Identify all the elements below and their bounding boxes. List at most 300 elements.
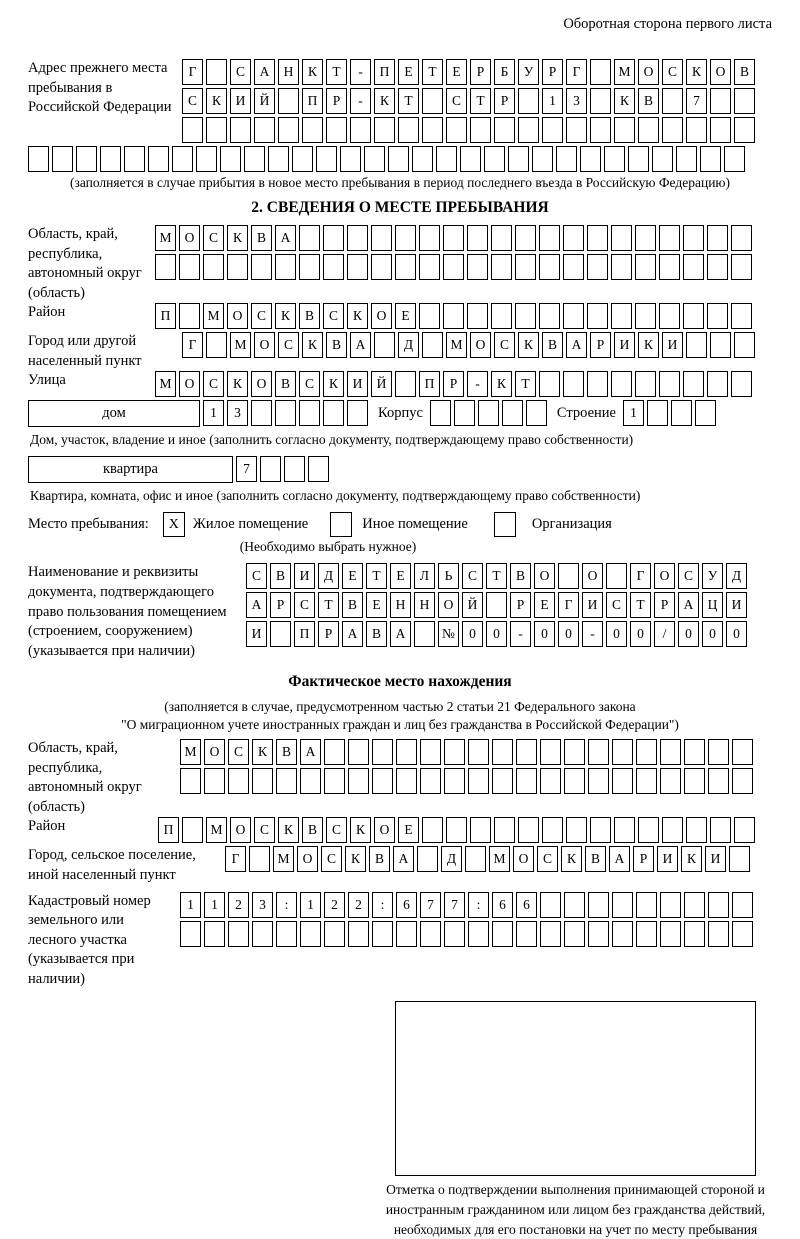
char-box [230,117,251,143]
char-row [180,921,756,947]
char-box: В [270,563,291,589]
street-label: Улица [28,372,66,389]
char-box [612,739,633,765]
char-box [252,921,273,947]
stay-option-checkbox-organization [494,512,516,537]
char-box [683,254,704,280]
char-box: С [294,592,315,618]
char-box: Б [494,59,515,85]
char-box: Е [342,563,363,589]
char-box: У [702,563,723,589]
char-box [612,892,633,918]
char-box [539,254,560,280]
char-box [308,456,329,482]
char-box [470,117,491,143]
actual-city-label: Город, сельское поселение, иной населенный пункт [28,847,196,883]
char-box [414,621,435,647]
char-box: 7 [444,892,465,918]
char-box [710,332,731,358]
char-box [731,254,752,280]
char-box [614,117,635,143]
char-box: П [155,303,176,329]
char-box [340,146,361,172]
region-rows [155,225,755,283]
char-box: В [585,846,606,872]
actual-location-note-1: (заполняется в случае, предусмотренном частью 2 статьи 21 Федерального закона [164,699,636,715]
char-box [270,621,291,647]
char-box [532,146,553,172]
char-row [430,400,550,426]
char-box [316,146,337,172]
char-box: М [614,59,635,85]
char-box [628,146,649,172]
char-box: С [246,563,267,589]
char-box [515,303,536,329]
stay-option-label-organization: Организация [531,516,612,533]
char-box: Ц [702,592,723,618]
char-box: 2 [324,892,345,918]
city-label: Город или другой населенный пункт [28,333,142,369]
char-box: В [326,332,347,358]
char-box: С [299,371,320,397]
char-box [580,146,601,172]
char-box [683,371,704,397]
char-box [635,371,656,397]
char-box [587,371,608,397]
char-row [155,225,755,251]
char-box: М [489,846,510,872]
char-box [244,146,265,172]
char-box: В [276,739,297,765]
char-box [374,117,395,143]
char-box [707,254,728,280]
char-box [275,400,296,426]
char-box: М [230,332,251,358]
actual-location-title: Фактическое место нахождения [288,673,512,691]
char-box [636,768,657,794]
char-box [708,739,729,765]
char-box [180,921,201,947]
char-row [158,817,758,843]
char-box: С [321,846,342,872]
char-box [251,400,272,426]
char-box [492,739,513,765]
char-box [590,117,611,143]
char-box [558,563,579,589]
char-box: К [302,332,323,358]
char-box [364,146,385,172]
stay-option-label-other: Иное помещение [362,516,468,533]
char-box [710,817,731,843]
char-box: Р [326,88,347,114]
char-box: М [155,225,176,251]
char-box [516,921,537,947]
actual-region-field [28,739,772,817]
char-box [662,117,683,143]
korpus-label: Корпус [378,405,423,422]
cadastre-field [28,892,772,990]
char-box: Р [590,332,611,358]
house-note: Дом, участок, владение и иное (заполнить согласно документу, подтверждающему право собственности) [30,432,634,448]
char-box [396,739,417,765]
char-box: Ь [438,563,459,589]
char-box: Р [494,88,515,114]
char-box: К [302,59,323,85]
char-box: П [374,59,395,85]
char-box [611,254,632,280]
char-box: С [662,59,683,85]
char-box [430,400,451,426]
char-box [683,225,704,251]
char-box [419,254,440,280]
char-box: О [654,563,675,589]
char-box [460,146,481,172]
char-box [155,254,176,280]
char-box: 0 [462,621,483,647]
char-box: - [350,59,371,85]
actual-district-field [28,817,772,846]
char-box: 3 [227,400,248,426]
char-box: К [227,225,248,251]
char-box: В [542,332,563,358]
char-box: 2 [348,892,369,918]
char-box [564,768,585,794]
char-box [563,303,584,329]
char-box [652,146,673,172]
char-row [623,400,719,426]
char-box: Р [542,59,563,85]
char-box [420,921,441,947]
char-box: Р [510,592,531,618]
char-box: К [278,817,299,843]
char-box: С [182,88,203,114]
char-box: О [230,817,251,843]
char-box [419,225,440,251]
char-box: Г [182,59,203,85]
char-box: А [342,621,363,647]
char-row [246,592,750,618]
house-field [28,400,772,429]
char-box: В [369,846,390,872]
char-box: П [294,621,315,647]
char-box [732,921,753,947]
char-box: Д [318,563,339,589]
char-box [590,88,611,114]
char-box [707,303,728,329]
char-box: К [614,88,635,114]
char-box: С [230,59,251,85]
char-box [539,303,560,329]
char-box: К [350,817,371,843]
char-box [542,817,563,843]
char-box [182,117,203,143]
char-box: О [371,303,392,329]
char-box: О [438,592,459,618]
char-box: В [275,371,296,397]
char-box [348,921,369,947]
char-box [518,88,539,114]
char-box: И [657,846,678,872]
char-box: С [678,563,699,589]
char-box [734,117,755,143]
document-label: Наименование и реквизиты документа, подтверждающего право пользования помещением (строением, сооружением) (указывается при наличии) [28,564,227,659]
char-box: П [302,88,323,114]
char-box [276,921,297,947]
confirmation-stamp-box [395,1001,756,1176]
char-box: 0 [558,621,579,647]
char-row [182,88,758,114]
char-box [249,846,270,872]
char-row [180,768,756,794]
char-box [76,146,97,172]
char-box [203,254,224,280]
char-box: А [246,592,267,618]
char-box [420,739,441,765]
char-box: 0 [606,621,627,647]
char-box [417,846,438,872]
char-box [227,254,248,280]
stroenie-label: Строение [556,405,616,422]
char-box [446,117,467,143]
char-box [422,332,443,358]
char-box [611,371,632,397]
char-box [395,371,416,397]
char-box: Р [443,371,464,397]
char-box [604,146,625,172]
char-box [539,225,560,251]
char-box [323,254,344,280]
char-box [444,739,465,765]
char-box: К [275,303,296,329]
char-box [491,303,512,329]
char-box [180,768,201,794]
char-box [52,146,73,172]
char-box [347,400,368,426]
char-box: М [273,846,294,872]
char-box: - [467,371,488,397]
char-box [444,921,465,947]
char-box: И [347,371,368,397]
char-box [172,146,193,172]
char-box: Т [515,371,536,397]
char-box: 1 [180,892,201,918]
char-box [372,768,393,794]
char-box: Р [654,592,675,618]
char-box [275,254,296,280]
char-box [734,817,755,843]
char-box: У [518,59,539,85]
char-box [635,225,656,251]
char-row [155,303,755,329]
char-box: М [206,817,227,843]
char-box [542,117,563,143]
district-field [28,303,772,332]
char-box: Е [446,59,467,85]
char-box: А [609,846,630,872]
char-box [612,768,633,794]
char-box: Г [558,592,579,618]
char-box [371,254,392,280]
char-box [635,254,656,280]
char-box [465,846,486,872]
char-box [707,371,728,397]
region-label: Область, край, республика, автономный округ (область) [28,226,142,301]
char-box [515,254,536,280]
char-box [659,225,680,251]
char-box [731,225,752,251]
char-box: С [494,332,515,358]
char-box: Г [630,563,651,589]
char-box: К [227,371,248,397]
char-box: - [510,621,531,647]
char-box [516,768,537,794]
char-box [348,768,369,794]
char-box [470,817,491,843]
char-box: И [726,592,747,618]
char-box [635,303,656,329]
char-box: О [534,563,555,589]
char-box [372,921,393,947]
char-box [179,303,200,329]
char-box: Н [278,59,299,85]
char-box [228,921,249,947]
char-box: И [230,88,251,114]
char-box [700,146,721,172]
char-box [299,225,320,251]
char-box: Л [414,563,435,589]
char-box [502,400,523,426]
char-box [467,303,488,329]
char-box [539,371,560,397]
char-row [180,739,756,765]
char-box: С [228,739,249,765]
char-box: 1 [300,892,321,918]
char-box: / [654,621,675,647]
document-rows [246,563,750,650]
char-box: И [294,563,315,589]
char-box [252,768,273,794]
char-box [422,88,443,114]
char-box: С [323,303,344,329]
char-box [611,225,632,251]
char-box [540,768,561,794]
char-box: Й [254,88,275,114]
char-box: А [390,621,411,647]
char-box [708,921,729,947]
char-box [467,225,488,251]
char-box [588,768,609,794]
char-box [734,332,755,358]
char-box [412,146,433,172]
char-box [292,146,313,172]
char-box: К [518,332,539,358]
char-box: С [278,332,299,358]
char-box: М [203,303,224,329]
char-box [100,146,121,172]
char-box: Т [422,59,443,85]
char-box: Р [270,592,291,618]
char-box: О [582,563,603,589]
stay-type-note: (Необходимо выбрать нужное) [239,539,417,555]
char-box [710,117,731,143]
char-box [284,456,305,482]
char-box: № [438,621,459,647]
char-box: Е [390,563,411,589]
char-box: А [393,846,414,872]
stay-option-label-residential: Жилое помещение [192,516,309,533]
char-box [708,892,729,918]
char-box [278,88,299,114]
char-box: О [297,846,318,872]
char-box [659,303,680,329]
stay-option-checkbox-other [330,512,352,537]
cadastre-rows [180,892,756,950]
char-box [422,117,443,143]
char-box: А [275,225,296,251]
char-box: Д [726,563,747,589]
char-box [422,817,443,843]
char-box [348,739,369,765]
char-box: О [710,59,731,85]
char-box: С [203,371,224,397]
char-box: 6 [492,892,513,918]
char-box [443,303,464,329]
char-row [182,117,758,143]
char-box [220,146,241,172]
char-box [324,768,345,794]
street-field [28,371,772,400]
char-box [515,225,536,251]
char-box [708,768,729,794]
char-box [371,225,392,251]
char-box: 0 [486,621,507,647]
char-box: Е [534,592,555,618]
char-box: 6 [396,892,417,918]
char-box [478,400,499,426]
char-box: Т [486,563,507,589]
char-box [324,921,345,947]
char-box [468,739,489,765]
actual-district-label: Район [28,818,66,835]
char-box [540,892,561,918]
char-box [587,225,608,251]
char-box [436,146,457,172]
stay-option-checkbox-residential: X [163,512,185,537]
char-box: И [246,621,267,647]
char-box [350,117,371,143]
prev-address-rows [182,59,758,146]
char-box [564,921,585,947]
char-box: Г [182,332,203,358]
char-box [659,371,680,397]
char-box: П [158,817,179,843]
char-box [494,117,515,143]
char-box [588,892,609,918]
char-box [710,88,731,114]
char-box [732,892,753,918]
char-box [676,146,697,172]
char-box [662,88,683,114]
char-box [587,254,608,280]
char-box [494,817,515,843]
city-field [28,332,772,371]
char-box: К [686,59,707,85]
char-box [707,225,728,251]
char-box [695,400,716,426]
char-box [731,371,752,397]
char-box [299,254,320,280]
char-box: О [251,371,272,397]
